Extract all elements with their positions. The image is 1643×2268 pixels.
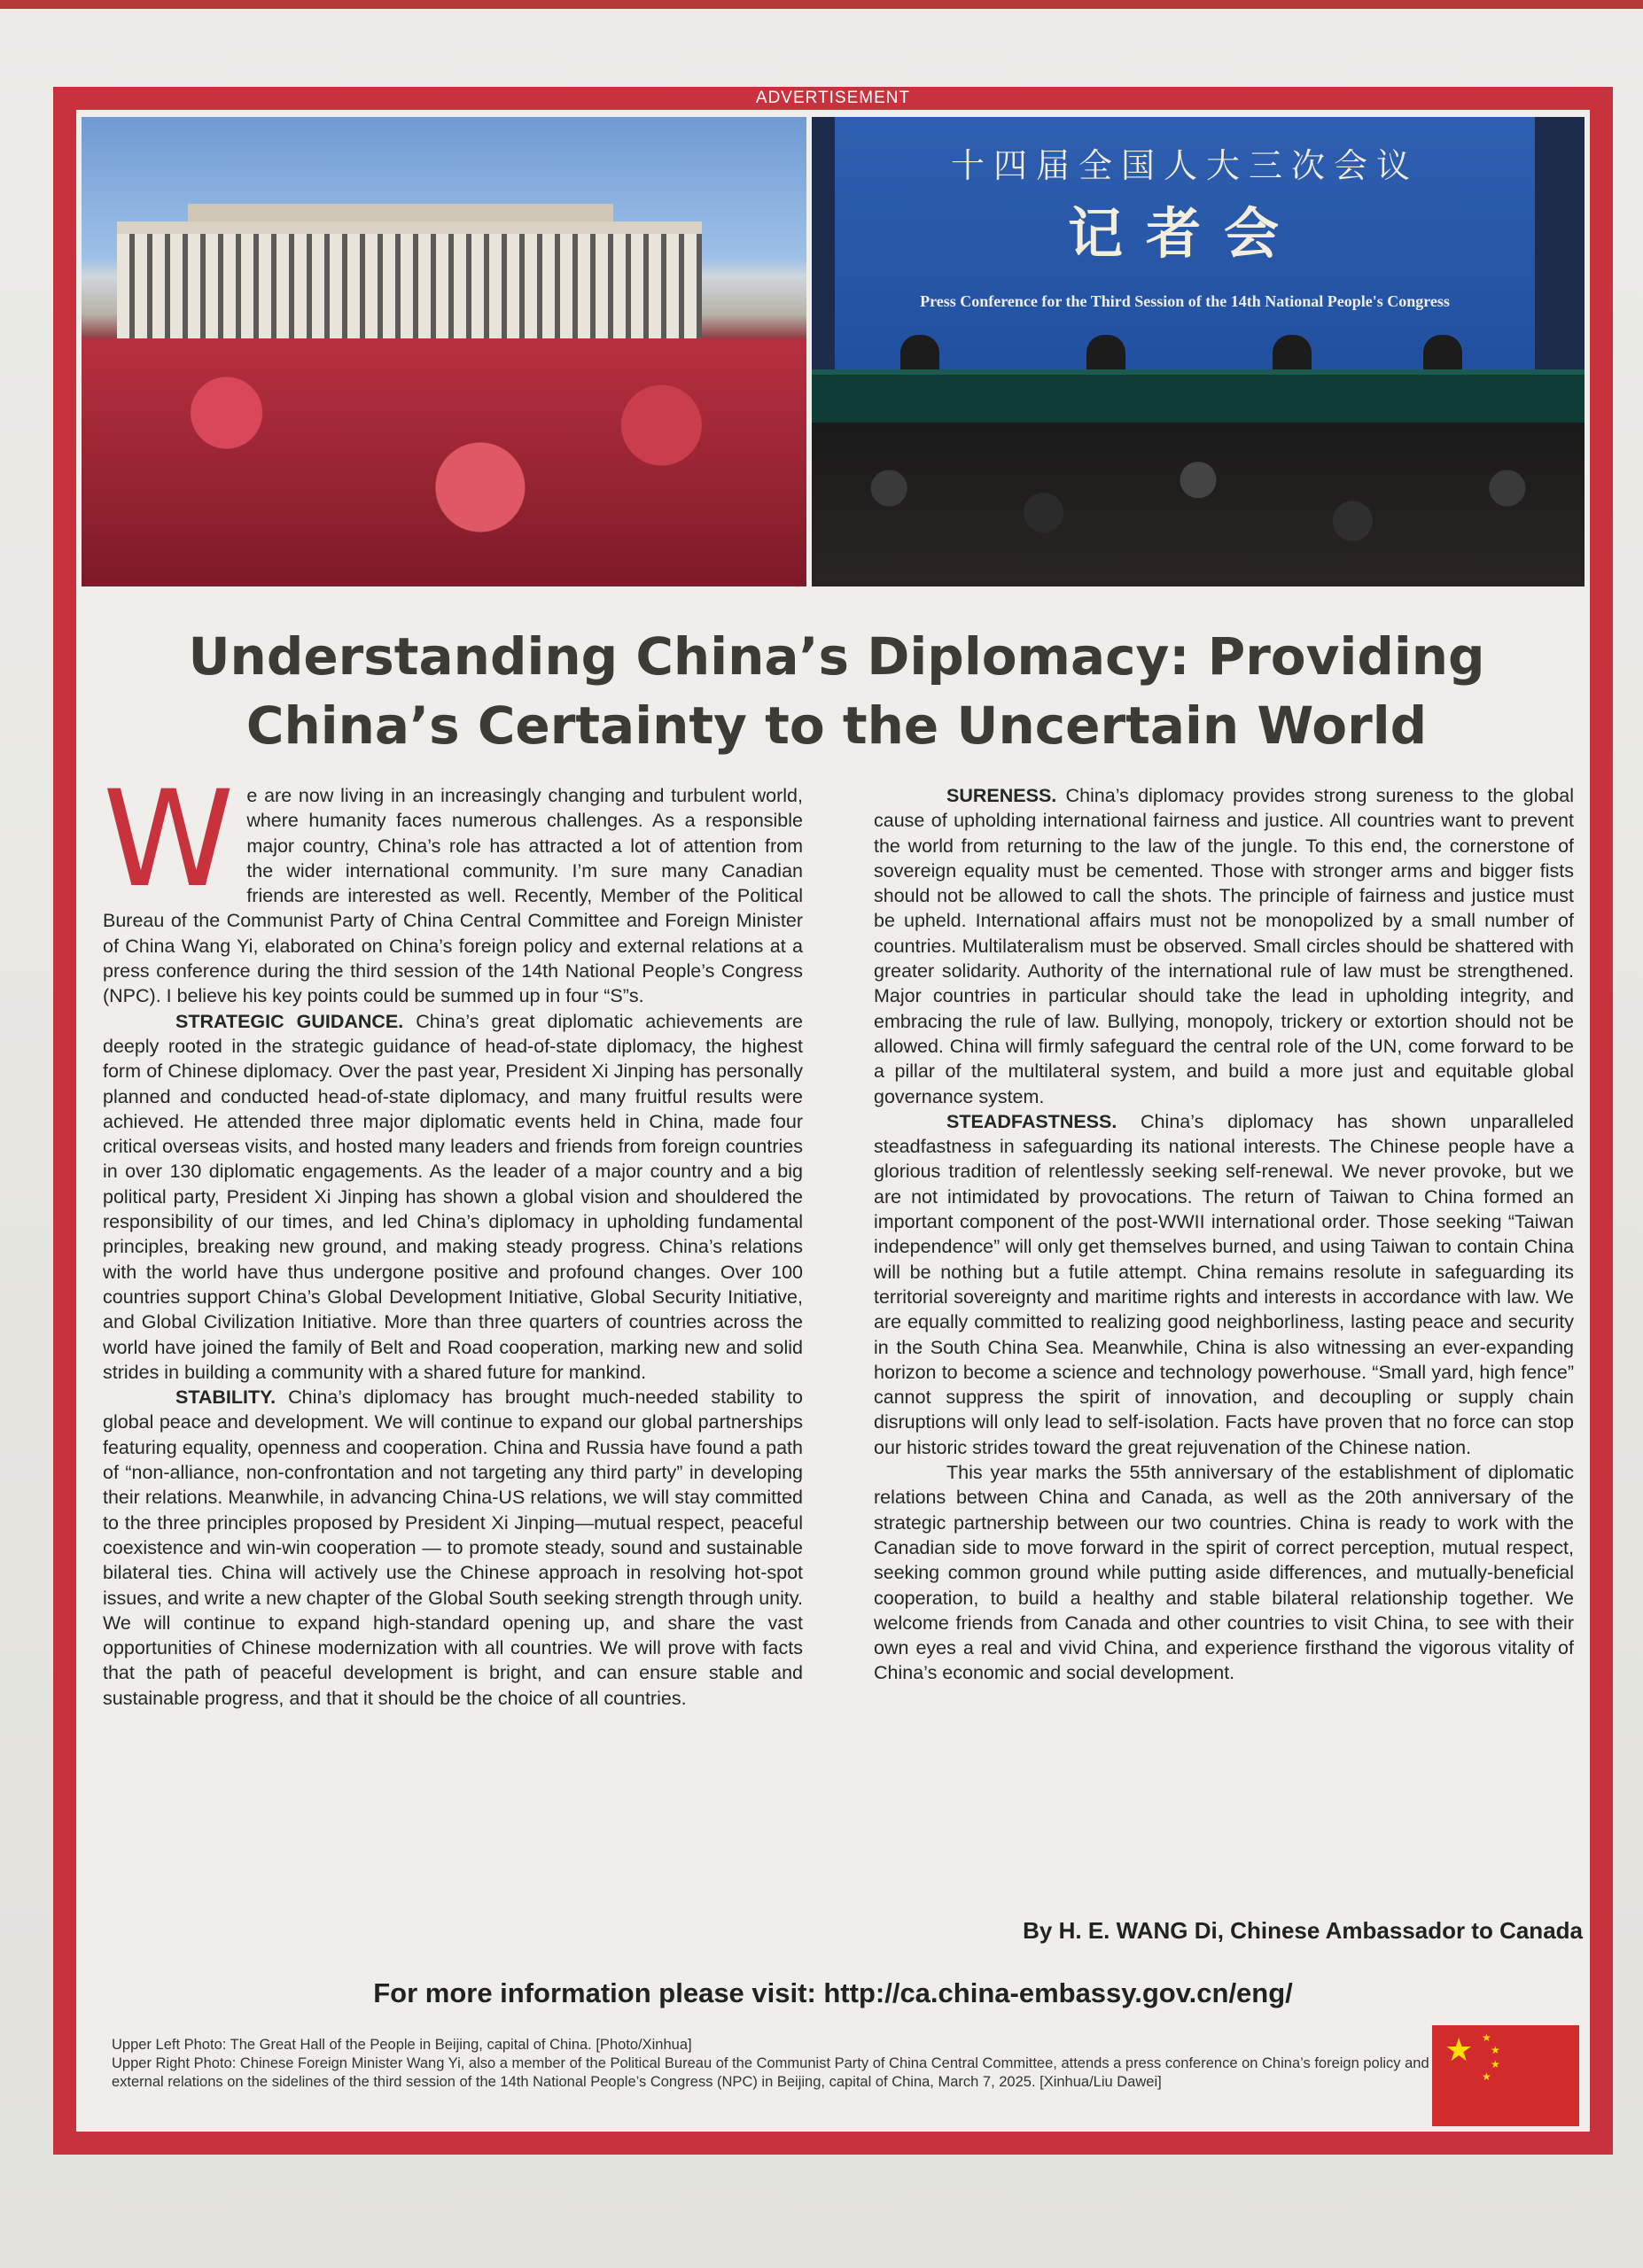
section-text: China’s diplomacy has shown unparalleled steadfastness in safeguarding its national interests. The Chinese people have a glorious tradition of relentlessly seeking self-renewal. We never provoke, but we are not intimidated by provocations. The return of Taiwan to China formed an important component of the post-WWII international order. Those seeking “Taiwan independence” will only get themselves burned, and using Taiwan to contain China will be nothing but a futile attempt. China remains resolute in safeguarding its territorial sovereignty and maritime rights and interests in accordance with law. We are equally committed to realizing good neighborliness, lasting peace and security in the South China Sea. Meanwhile, China is also witnessing an ever-expanding horizon to become a science and technology powerhouse. “Small yard, high fence” cannot suppress the spirit of innovation, and decoupling or supply chain disruptions will only lead to self-isolation. Facts have proven that no force can stop our historic strides toward the great rejuvenation of the Chinese nation.: [874, 1110, 1574, 1458]
section-text: China’s great diplomatic achievements are deeply rooted in the strategic guidance of head-of-state diplomacy, the highest form of Chinese diplomacy. Over the past year, President Xi Jinping has personally planned and conducted head-of-state diplomacy, and many fruitful results were achieved. He attended three major diplomatic events held in China, made four critical overseas visits, and hosted many leaders and friends from foreign countries in over 130 diplomatic engagements. As the leader of a major country and a big political party, President Xi Jinping has shown a global vision and shouldered the responsibility of our times, and led China’s diplomacy in upholding fundamental principles, breaking new ground, and making steady progress. China’s relations with the world have thus undergone positive and profound changes. Over 100 countries support China’s Global Development Initiative, Global Security Initiative, and Global Civilization Initiative. More than three quarters of countries across the world have joined the family of Belt and Road cooperation, marking new and solid strides in building a community with a shared future for mankind.: [103, 1010, 803, 1383]
section-text: China’s diplomacy has brought much-needed stability to global peace and development. We will continue to expand our global partnerships featuring equality, openness and cooperation. China and Russia have found a path of “non-alliance, non-confrontation and not targeting any third party” in developing their relations. Meanwhile, in advancing China-US relations, we will stay committed to the three principles proposed by President Xi Jinping—mutual respect, peaceful coexistence and win-win cooperation — to promote steady, sound and sustainable bilateral ties. China will actively use the Chinese approach in resolving hot-spot issues, and write a new chapter of the Global South seeking strength through unity. We will continue to expand high-standard opening up, and share the vast opportunities of Chinese modernization with all countries. We will prove with facts that the path of peaceful development is bright, and can ensure stable and sustainable progress, and that it should be the choice of all countries.: [103, 1386, 803, 1709]
backdrop-chinese-subtitle: 记者会: [1067, 201, 1302, 266]
flag-star-icon: ★: [1491, 2058, 1500, 2070]
top-color-strip: [0, 0, 1643, 9]
more-info-link[interactable]: For more information please visit: http://ca.china-embassy.gov.cn/eng/: [373, 1977, 1293, 2008]
flag-star-icon: ★: [1444, 2031, 1474, 2068]
stability-paragraph: [103, 1385, 803, 1711]
press-conference-photo: [812, 117, 1585, 586]
photo-banner: [82, 117, 1585, 586]
article-body: [103, 763, 1574, 1882]
article-column-left: [103, 763, 803, 1711]
conference-backdrop: [835, 117, 1535, 369]
drop-cap: W: [103, 763, 235, 917]
closing-paragraph: This year marks the 55th anniversary of the establishment of diplomatic relations between China and Canada, as well as the 20th anniversary of the strategic partnership between our two countries. China is ready to work with the Canadian side to move forward in the spirit of correct perception, mutual respect, seeking common ground while putting aside differences, and mutually-beneficial cooperation, to build a healthy and stable bilateral relationship together. We welcome friends from Canada and other countries to visit China, to see with their own eyes a real and vivid China, and experience firsthand the vigorous vitality of China’s economic and social development.: [874, 1462, 1574, 1684]
hall-colonnade-shape: [117, 221, 702, 358]
backdrop-english-title: Press Conference for the Third Session of the 14th National People's Congress: [920, 292, 1450, 310]
flag-star-icon: ★: [1482, 2070, 1491, 2083]
section-lead: STABILITY.: [175, 1386, 276, 1409]
flag-star-icon: ★: [1482, 2031, 1491, 2044]
page-title: [94, 622, 1579, 760]
headline-line-1: Understanding China’s Diplomacy: Providing: [188, 626, 1485, 687]
intro-paragraph: [103, 763, 803, 1009]
advertisement-label: ADVERTISEMENT: [755, 89, 911, 107]
section-lead: STRATEGIC GUIDANCE.: [175, 1010, 404, 1032]
flower-bed-shape: [82, 338, 806, 586]
flag-star-icon: ★: [1491, 2044, 1500, 2056]
section-lead: STEADFASTNESS.: [946, 1110, 1117, 1132]
article-column-right: [874, 783, 1574, 1686]
audience-crowd: [812, 423, 1585, 586]
backdrop-chinese-title: 十四届全国人大三次会议: [950, 146, 1419, 185]
headline-line-2: China’s Certainty to the Uncertain World: [245, 695, 1428, 756]
intro-text: e are now living in an increasingly changing and turbulent world, where humanity faces numerous challenges. As a responsible major country, China’s role has attracted a lot of attention from the wider international community. I’m sure many Canadian friends are interested as well. Recently, Member of the Political Bureau of the Communist Party of China Central Committee and Foreign Minister of China Wang Yi, elaborated on China’s foreign policy and external relations at a press conference during the third session of the 14th National People’s Congress (NPC). I believe his key points could be summed up in four “S”s.: [103, 785, 803, 1007]
author-byline: By H. E. WANG Di, Chinese Ambassador to Canada: [1023, 1917, 1583, 1944]
caption-upper-right: Upper Right Photo: Chinese Foreign Minister Wang Yi, also a member of the Political Bureau of the Communist Party of China Central Committee, attends a press conference on China’s foreign policy and external relations on the sidelines of the third session of the 14th National People’s Congress (NPC) in Beijing, capital of China, March 7, 2025. [Xinhua/Liu Dawei]: [112, 2055, 1429, 2090]
section-lead: SURENESS.: [946, 785, 1057, 806]
strategic-guidance-paragraph: [103, 1009, 803, 1385]
china-flag-icon: [1432, 2025, 1579, 2126]
great-hall-photo: [82, 117, 806, 586]
steadfastness-paragraph: [874, 1109, 1574, 1460]
sureness-paragraph: [874, 783, 1574, 1109]
section-text: China’s diplomacy provides strong sureness to the global cause of upholding international fairness and justice. All countries want to prevent the world from returning to the law of the jungle. To this end, the cornerstone of sovereign equality must be cemented. Those with stronger arms and bigger fists should not be allowed to call the shots. The principle of fairness and justice must be upheld. International affairs must not be monopolized by a small number of countries. Multilateralism must be observed. Small circles should be shattered with greater solidarity. Authority of the international rule of law must be strengthened. Major countries in particular should take the lead in upholding integrity, and embracing the rule of law. Bullying, monopoly, trickery or extortion should not be allowed. China will firmly safeguard the central role of the UN, come forward to be a pillar of the multilateral system, and build a more just and equitable global governance system.: [874, 785, 1574, 1107]
advertisement-frame: [53, 87, 1613, 2155]
caption-upper-left: Upper Left Photo: The Great Hall of the People in Beijing, capital of China. [Photo/Xinhua]: [112, 2037, 692, 2053]
photo-captions: [112, 2036, 1441, 2092]
speaker-dais: [812, 369, 1585, 428]
